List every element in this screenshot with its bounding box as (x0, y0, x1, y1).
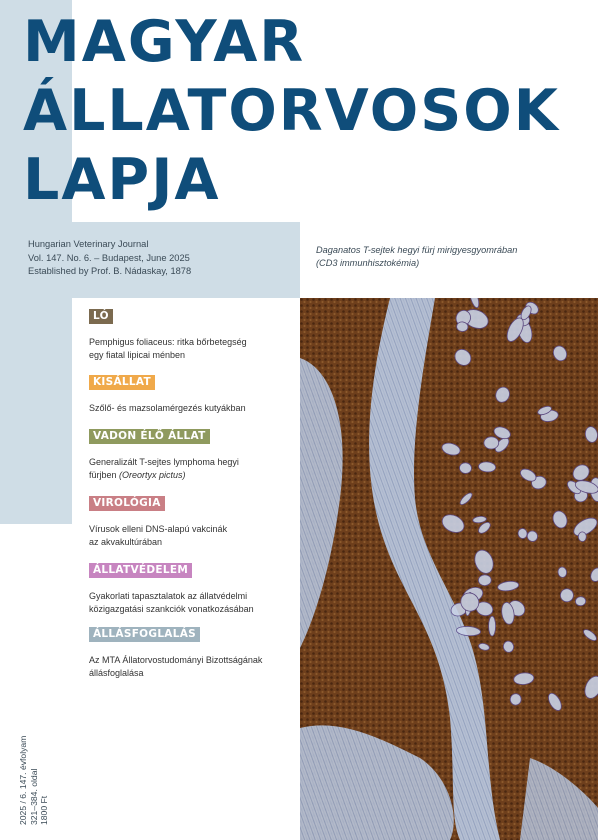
article-title-line: az akvakultúrában (89, 536, 163, 547)
cover-caption-line-1: Daganatos T-sejtek hegyi fürj mirigyesgyomrában (316, 245, 518, 255)
article-title-lo (89, 336, 299, 361)
title-line-1: MAGYAR (23, 9, 306, 75)
gland-shape (489, 616, 496, 636)
gland-shape (478, 575, 491, 586)
issue-price: 1800 Ft (39, 795, 49, 825)
species-name: (Oreortyx pictus) (119, 469, 186, 480)
article-title-allatvedelem (89, 590, 299, 615)
article-title-text: fürjben (89, 469, 117, 480)
article-title-line: Generalizált T-sejtes lymphoma hegyi (89, 457, 239, 467)
article-title-line (89, 469, 299, 482)
gland-shape (484, 437, 499, 449)
article-title-vadon-elo-allat (89, 456, 299, 481)
journal-info (28, 238, 191, 279)
journal-title (23, 8, 560, 215)
article-title-line: egy fiatal lipicai ménben (89, 349, 186, 360)
article-title-line: Szőlő- és mazsolamérgezés kutyákban (89, 403, 246, 413)
category-badge-lo: LÓ (89, 309, 113, 324)
category-badge-allasfoglalas: ÁLLÁSFOGLALÁS (89, 627, 200, 642)
title-line-3: LAPJA (23, 147, 221, 213)
journal-volume: Vol. 147. No. 6. – Budapest, June 2025 (28, 252, 190, 263)
journal-founder: Established by Prof. B. Nádaskay, 1878 (28, 266, 192, 276)
article-title-line: Az MTA Állatorvostudományi Bizottságának (89, 655, 263, 665)
issue-year-volume: 2025 / 6. 147. évfolyam (18, 735, 28, 825)
toc-entry-lo[interactable] (89, 306, 299, 361)
toc-entry-kisallat[interactable] (89, 372, 299, 415)
title-line-2: ÁLLATORVOSOK (23, 78, 560, 144)
issue-info-vertical (18, 736, 50, 825)
gland-shape (578, 532, 586, 542)
article-title-line: közigazgatási szankciók vonatkozásában (89, 603, 254, 614)
article-title-line: Pemphigus foliaceus: ritka bőrbetegség (89, 337, 247, 347)
article-title-line: Gyakorlati tapasztalatok az állatvédelmi (89, 591, 248, 601)
cover-caption-line-2: (CD3 immunhisztokémia) (316, 258, 420, 268)
cover-histology-image (300, 298, 598, 840)
category-badge-allatvedelem: ÁLLATVÉDELEM (89, 563, 192, 578)
toc-entry-virologia[interactable] (89, 493, 299, 548)
article-title-virologia (89, 523, 299, 548)
category-badge-vadon-elo-allat: VADON ÉLŐ ÁLLAT (89, 429, 210, 444)
issue-pages: 321–384. oldal (28, 768, 39, 825)
toc-entry-allatvedelem[interactable] (89, 560, 299, 615)
cover-caption (316, 244, 586, 270)
category-badge-virologia: VIROLÓGIA (89, 496, 165, 511)
article-title-allasfoglalas (89, 654, 299, 679)
toc-entry-vadon-elo-allat[interactable] (89, 426, 299, 481)
toc-entry-allasfoglalas[interactable] (89, 624, 299, 679)
article-title-line: állásfoglalása (89, 667, 144, 678)
category-badge-kisallat: KISÁLLAT (89, 375, 155, 390)
article-title-kisallat (89, 402, 299, 415)
journal-subtitle: Hungarian Veterinary Journal (28, 239, 149, 249)
article-title-line: Vírusok elleni DNS-alapú vakcinák (89, 524, 228, 534)
